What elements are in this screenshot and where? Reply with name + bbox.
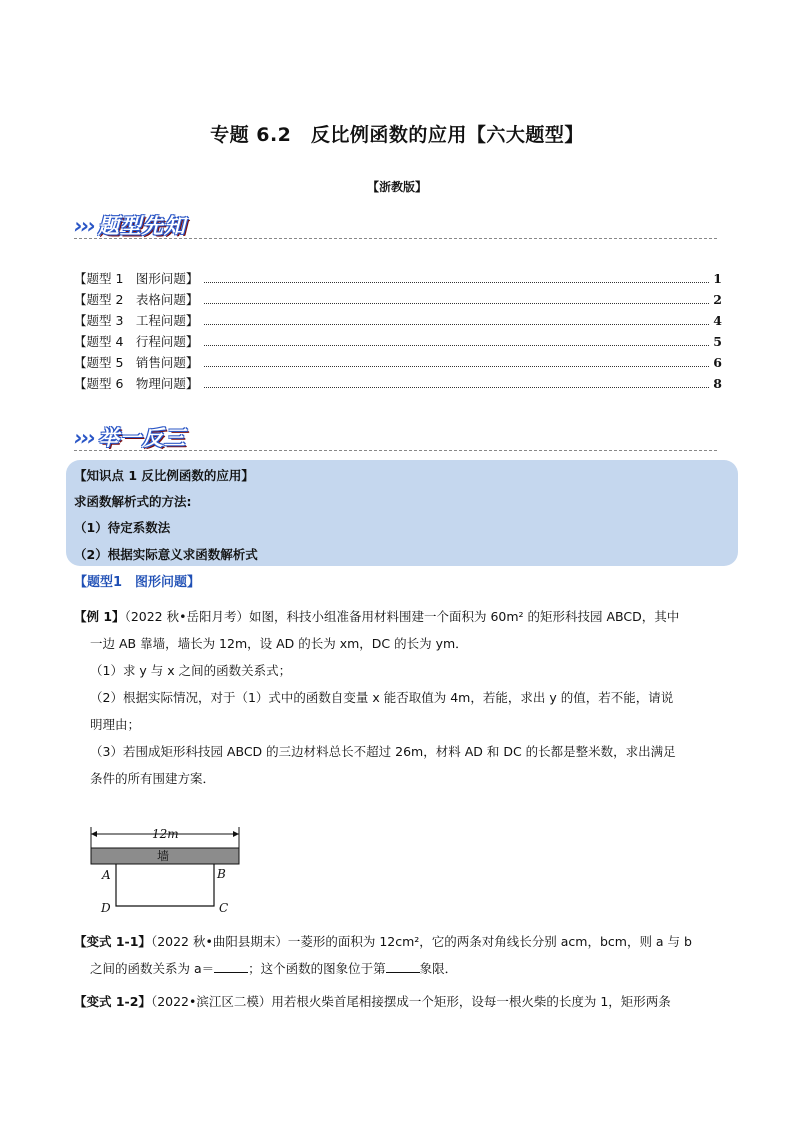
toc-item-1[interactable]: 【题型 1 图形问题】 1 <box>74 271 722 286</box>
answer-blank[interactable] <box>386 972 420 973</box>
arrows-icon: ››› <box>74 214 94 238</box>
question-type-heading: 【题型1 图形问题】 <box>74 575 201 590</box>
example-tag: 【例 1】 <box>74 609 125 624</box>
arrow-left-icon <box>91 831 97 837</box>
toc-list <box>74 268 722 394</box>
knowledge-line: （2）根据实际意义求函数解析式 <box>74 547 258 562</box>
knowledge-line: （1）待定系数法 <box>74 520 171 535</box>
knowledge-line: 求函数解析式的方法: <box>74 494 192 509</box>
main-banner-text: 举一反三 <box>97 426 186 450</box>
page-title: 专题 6.2 反比例函数的应用【六大题型】 <box>210 124 584 146</box>
wall-figure <box>84 824 254 916</box>
variant-1-2: 【变式 1-2】（2022•滨江区二模）用若根火柴首尾相接摆成一个矩形，设每一根火柴的长度为 1，矩形两条 <box>74 994 671 1009</box>
variant-tag: 【变式 1-2】 <box>74 994 151 1009</box>
point-d-label: D <box>101 901 111 915</box>
main-banner <box>74 422 186 452</box>
variant-tag: 【变式 1-1】 <box>74 934 151 949</box>
edition-label: 【浙教版】 <box>366 180 427 194</box>
arrow-right-icon <box>233 831 239 837</box>
toc-banner-text: 题型先知 <box>97 214 186 238</box>
toc-item-5[interactable]: 【题型 5 销售问题】 6 <box>74 355 722 370</box>
toc-item-2[interactable]: 【题型 2 表格问题】 2 <box>74 292 722 307</box>
toc-item-4[interactable]: 【题型 4 行程问题】 5 <box>74 334 722 349</box>
divider <box>74 450 717 451</box>
knowledge-heading: 【知识点 1 反比例函数的应用】 <box>74 468 254 483</box>
answer-blank[interactable] <box>214 972 248 973</box>
divider <box>74 238 717 239</box>
point-a-label: A <box>102 868 111 882</box>
variant-1-1: 【变式 1-1】（2022 秋•曲阳县期末）一菱形的面积为 12cm²，它的两条对角线长分别 acm，bcm，则 a 与 b 之间的函数关系为 a＝ ；这个函数的图象位于第 象限． <box>74 934 692 976</box>
point-c-label: C <box>219 901 229 915</box>
wall-label: 墙 <box>157 849 170 863</box>
arrows-icon: ››› <box>74 426 94 450</box>
toc-item-3[interactable]: 【题型 3 工程问题】 4 <box>74 313 722 328</box>
length-label: 12m <box>152 827 179 841</box>
garden-rect <box>116 864 214 906</box>
point-b-label: B <box>217 867 226 881</box>
toc-banner <box>74 210 186 240</box>
toc-item-6[interactable]: 【题型 6 物理问题】 8 <box>74 376 722 391</box>
example-1: 【例 1】（2022 秋•岳阳月考）如图，科技小组准备用材料围建一个面积为 60m² 的矩形科技园 ABCD，其中 一边 AB 靠墙，墙长为 12m，设 AD 的长为 xm，DC 的长为 ym． （1）求 y 与 x 之间的函数关系式； （2）根据实际情况，对于（1）式中的函数自变量 x 能否取值为 4m，若能，求出 y 的值，若不能，请说 明理由； （3）若围成矩形科技园 ABCD 的三边材料总长不超过 26m，材料 AD 和 DC 的长都是整米数，求出满足 条件的所有围建方案． <box>74 609 680 786</box>
